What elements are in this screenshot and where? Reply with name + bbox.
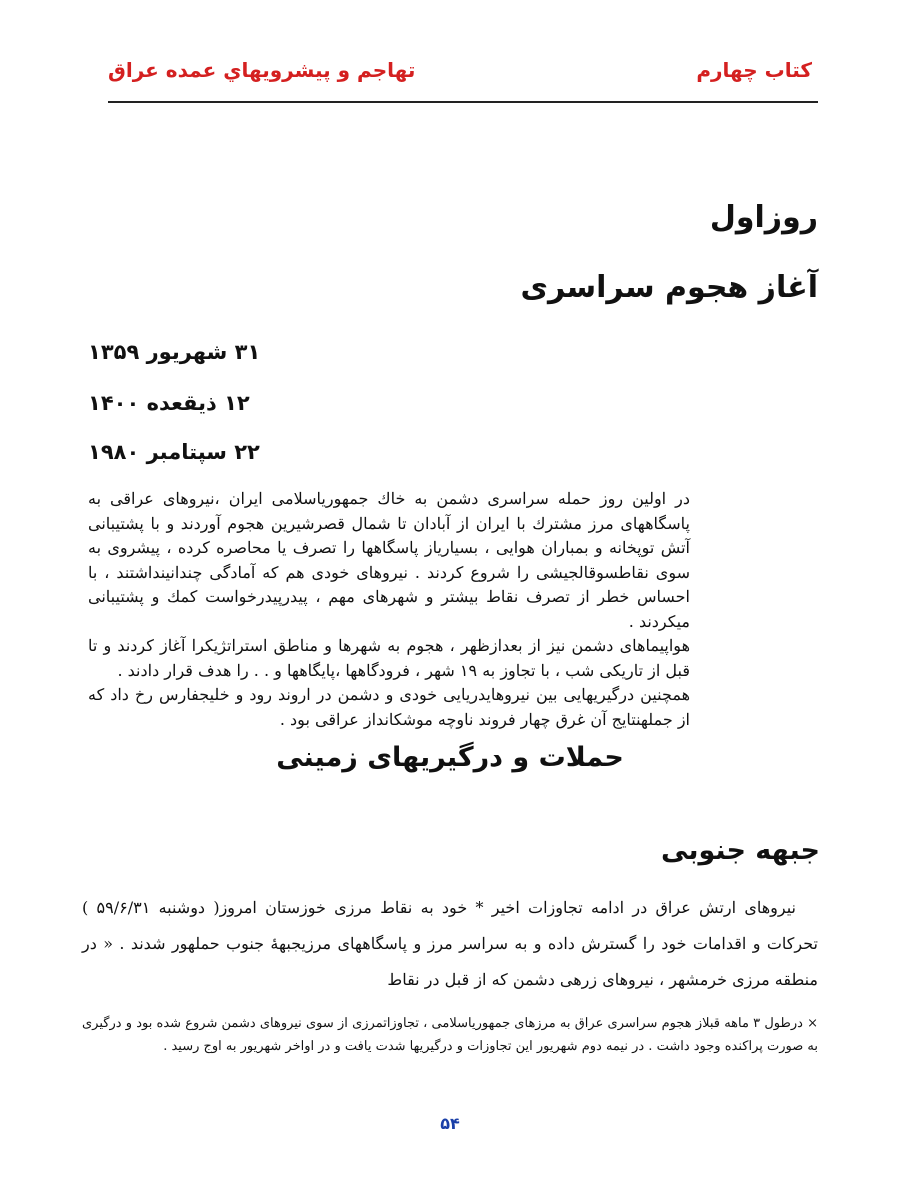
header-rule <box>108 101 818 103</box>
intro-text <box>88 487 690 732</box>
date-gregorian: ۲۲ سپتامبر ۱۹۸۰ <box>88 440 260 464</box>
running-header-chapter: تهاجم و پیشرویهاي عمده عراق <box>108 58 416 82</box>
intro-paragraph: در اولین روز حمله سراسری دشمن به خاك جمهوریاسلامی ایران ،نیروهای عراقی به پاسگاههای مرز مشترك با ایران از آبادان تا شمال قصرشیرین هجوم آوردند و با پشتیبانی آتش توپخانه و بمباران هوایی ، بسیاریاز پاسگاهها را تصرف یا محاصره كرده ، پیشروی به سوی نقاطسوقالجیشی را شروع كردند . نیروهای خودی هم كه آمادگی چندانینداشتند ، با احساس خطر از تصرف نقاط بیشتر و شهرهای مهم ، پیدرپیدرخواست كمك و پشتیبانی میكردند . <box>88 489 690 631</box>
intro-paragraph: هواپیماهای دشمن نیز از بعدازظهر ، هجوم به شهرها و مناطق استراتژیكرا آغاز كردند و تا قبل از تاریكی شب ، با تجاوز به ۱۹ شهر ، فرودگاهها ،پایگاهها و . . را هدف قرار دادند . <box>88 636 690 680</box>
chapter-subtitle: آغاز هجوم سراسری <box>520 270 818 305</box>
section-title: حملات و درگیریهای زمینی <box>276 742 624 773</box>
running-header-book: كتاب چهارم <box>696 58 812 82</box>
date-solar: ۳۱ شهریور ۱۳۵۹ <box>88 340 261 364</box>
footnote-text: × درطول ۳ ماهه قبلاز هجوم سراسری عراق به مرزهای جمهوریاسلامی ، تجاوزاتمرزی از سوی نیروهای دشمن شروع شده بود و درگیری به صورت پراكنده وجود داشت . در نیمه دوم شهریور این تجاوزات و درگیریها شدت یافت و در اواخر شهریور به اوج رسید . <box>82 1016 818 1054</box>
chapter-title: روزاول <box>709 200 818 235</box>
section-subtitle: جبهه جنوبی <box>661 835 820 866</box>
footnote <box>82 1012 818 1058</box>
date-lunar: ۱۲ ذیقعده ۱۴۰۰ <box>88 391 250 415</box>
page-number: ۵۴ <box>440 1114 460 1133</box>
body-paragraph: نیروهای ارتش عراق در ادامه تجاوزات اخیر * خود به نقاط مرزی خوزستان امروز( دوشنبه ۵۹/۶/۳۱ ) تحركات و اقدامات خود را گسترش داده و به سراسر مرز و پاسگاههای مرزیجبههٔ جنوب حملهور شدند . « در منطقه مرزی خرمشهر ، نیروهای زرهی دشمن كه از قبل در نقاط <box>82 898 818 989</box>
intro-paragraph: همچنین درگیریهایی بین نیروهایدریایی خودی و دشمن در اروند رود و خلیجفارس رخ داد كه از جملهنتایج آن غرق چهار فروند ناوچه موشكانداز عراقی بود . <box>88 685 690 729</box>
body-text <box>82 890 818 998</box>
